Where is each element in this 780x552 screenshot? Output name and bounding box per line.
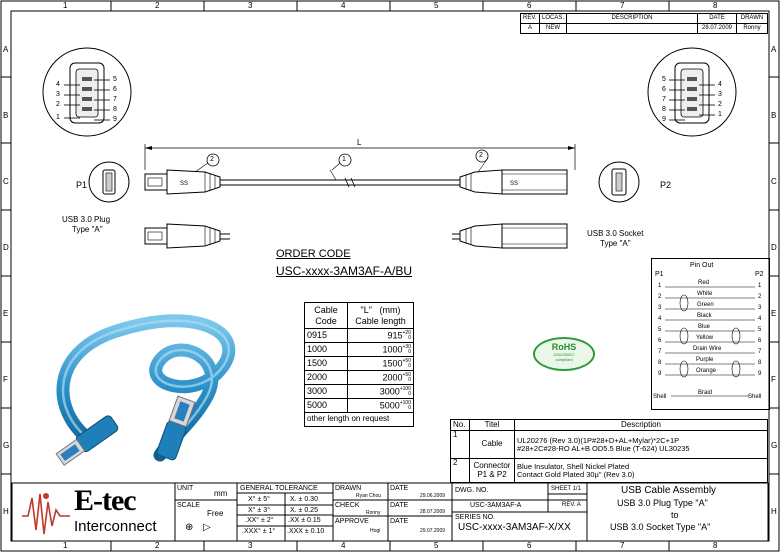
- col-label: 6: [527, 1, 532, 10]
- length-dimension-label: L: [357, 138, 362, 147]
- rev-cell: A: [521, 24, 540, 34]
- series-value: USC-xxxx-3AM3AF-X/XX: [458, 522, 571, 533]
- length-value: 1500: [382, 357, 403, 368]
- col-label: 7: [620, 541, 625, 550]
- row-label: H: [771, 507, 777, 516]
- pin-number: 5: [113, 76, 117, 83]
- dwg-value: USC-3AM3AF-A: [470, 502, 522, 509]
- bom-header: Titel: [470, 420, 515, 431]
- row-label: C: [771, 177, 777, 186]
- tol-plus: +100: [399, 399, 411, 406]
- bom-title: Cable: [470, 431, 515, 459]
- drawing-title-line: USB 3.0 Plug Type "A": [617, 498, 708, 508]
- date-value: 29.06.2009: [420, 493, 446, 499]
- projection-cone-icon: ▷: [203, 522, 211, 533]
- tolerance-linear: X. ± 0.30: [290, 496, 318, 503]
- row-label: G: [3, 441, 10, 450]
- check-label: CHECK: [335, 502, 360, 509]
- pin-number: 2: [718, 101, 722, 108]
- check-name: Ronny: [366, 510, 381, 516]
- length-value: 2000: [382, 371, 403, 382]
- pin-number: 3: [56, 91, 60, 98]
- row-label: G: [771, 441, 778, 450]
- pin-out-color: White: [697, 291, 713, 297]
- rev-header: LOCAS.: [540, 14, 567, 24]
- rohs-line1: 2002/95/EC: [553, 352, 575, 357]
- dwg-label: DWG. NO.: [455, 487, 489, 494]
- col-label: 5: [434, 541, 439, 550]
- pin-out-left: 4: [658, 316, 662, 322]
- length-table-footer: other length on request: [305, 413, 414, 427]
- pin-out-shell-left: Shell: [653, 394, 667, 400]
- plug-caption: USB 3.0 Plug: [62, 215, 111, 224]
- projection-symbol-icon: ⊕: [185, 522, 194, 533]
- pin-number: 5: [662, 76, 666, 83]
- col-label: 4: [341, 1, 346, 10]
- pin-out-color: Orange: [696, 368, 717, 374]
- approve-label: APPROVE: [335, 518, 369, 525]
- row-label: D: [771, 243, 777, 252]
- tol-plus: +20: [402, 329, 411, 336]
- order-code-title: ORDER CODE: [276, 248, 351, 260]
- date-value: 28.07.2009: [420, 509, 446, 515]
- sheet-label: SHEET 1/1: [551, 486, 581, 492]
- length-table-header: "L" (mm) Cable length: [348, 303, 414, 329]
- pin-out-left: 1: [658, 283, 662, 289]
- logo-name: E-tec: [74, 484, 136, 517]
- tol-minus: 0: [408, 404, 411, 411]
- pin-number: 4: [56, 81, 60, 88]
- length-table-code: 5000: [305, 399, 348, 413]
- pin-out-color: Green: [697, 302, 714, 308]
- socket-caption: USB 3.0 Socket: [587, 229, 644, 238]
- tol-plus: +50: [402, 357, 411, 364]
- row-label: B: [771, 111, 777, 120]
- bom-desc-line: Blue Insulator, Shell Nickel Plated: [517, 461, 630, 471]
- bom-desc-line: #28+2C#28-RO AL+B OD5.5 Blue (T-624) UL30235: [517, 443, 690, 453]
- pin-out-left: 6: [658, 338, 662, 344]
- length-value: 5000: [379, 399, 400, 410]
- tol-minus: 0: [408, 362, 411, 369]
- row-label: E: [3, 309, 9, 318]
- pin-out-color: Black: [697, 313, 712, 319]
- col-label: 1: [63, 541, 68, 550]
- length-value: 915: [387, 329, 403, 340]
- drawn-name: Ryan Chou: [356, 493, 382, 499]
- logo-subtitle: Interconnect: [74, 518, 157, 535]
- rev-header: DRAWN: [737, 14, 768, 24]
- row-label: A: [771, 45, 777, 54]
- pin-out-color: Yellow: [696, 335, 714, 341]
- tolerance-angle: .XX° ± 2°: [245, 517, 274, 524]
- date-value: 29.07.2009: [420, 528, 446, 534]
- balloon-number: 1: [342, 156, 346, 163]
- tolerance-linear: .XXX ± 0.10: [287, 528, 325, 535]
- approve-name: Hogi: [370, 528, 381, 534]
- row-label: F: [3, 375, 8, 384]
- pin-out-color: Red: [698, 280, 710, 286]
- pin-number: 7: [113, 96, 117, 103]
- tol-minus: 0: [408, 376, 411, 383]
- pin-number: 6: [662, 86, 666, 93]
- tol-minus: 0: [408, 334, 411, 341]
- row-label: C: [3, 177, 9, 186]
- bom-header: No.: [451, 420, 470, 431]
- drawing-title-line: USB Cable Assembly: [621, 485, 717, 496]
- svg-text:SS: SS: [510, 181, 519, 187]
- col-label: 8: [713, 1, 718, 10]
- svg-text:SS: SS: [180, 181, 189, 187]
- drawing-title-line: to: [671, 510, 679, 520]
- row-label: E: [771, 309, 777, 318]
- socket-caption: Type "A": [600, 239, 631, 248]
- pin-out-right: 3: [758, 305, 762, 311]
- pin-out-left: 9: [658, 371, 662, 377]
- tolerance-linear: X. ± 0.25: [290, 507, 318, 514]
- col-label: 6: [527, 541, 532, 550]
- rev-header: REV.: [521, 14, 540, 24]
- pin-out-left: 7: [658, 349, 662, 355]
- balloon-number: 2: [479, 152, 483, 159]
- rev-cell: NEW: [540, 24, 567, 34]
- row-label: A: [3, 45, 9, 54]
- pin-number: 4: [718, 81, 722, 88]
- col-label: 5: [434, 1, 439, 10]
- drawn-label: DRAWN: [335, 485, 362, 492]
- bom-no: 2: [451, 459, 470, 483]
- rohs-line2: compliant: [555, 357, 573, 362]
- col-label: 2: [155, 1, 160, 10]
- tolerance-linear: .XX ± 0.15: [288, 517, 321, 524]
- tolerance-angle: X° ± 5°: [248, 496, 270, 503]
- length-value: 3000: [379, 385, 400, 396]
- pin-out-color: Drain Wire: [693, 346, 722, 352]
- pin-number: 9: [662, 116, 666, 123]
- pin-out-right: 1: [758, 283, 762, 289]
- socket-label: P2: [660, 180, 672, 190]
- date-label: DATE: [390, 502, 409, 509]
- drawing-title-line: USB 3.0 Socket Type "A": [610, 522, 711, 532]
- pin-out-title: Pin Out: [690, 262, 714, 269]
- length-table-header: Cable Code: [305, 303, 348, 329]
- tol-minus: 0: [408, 390, 411, 397]
- length-table-code: 3000: [305, 385, 348, 399]
- pin-number: 8: [113, 106, 117, 113]
- bom-no: 1: [451, 431, 470, 459]
- tol-minus: 0: [408, 348, 411, 355]
- length-table-code: 2000: [305, 371, 348, 385]
- balloon-number: 2: [210, 156, 214, 163]
- bom-title-line: Connector: [473, 461, 511, 471]
- date-label: DATE: [390, 485, 409, 492]
- col-label: 4: [341, 541, 346, 550]
- unit-value: mm: [214, 489, 228, 498]
- col-label: 8: [713, 541, 718, 550]
- pin-out-shell-right: Shell: [748, 394, 762, 400]
- pin-out-p2: P2: [755, 271, 764, 278]
- pin-number: 1: [718, 111, 722, 118]
- pin-number: 3: [718, 91, 722, 98]
- pin-out-left: 2: [658, 294, 662, 300]
- length-value: 1000: [382, 343, 403, 354]
- pin-number: 7: [662, 96, 666, 103]
- pin-out-shell-label: Braid: [698, 390, 713, 396]
- series-label: SERIES NO.: [455, 514, 496, 521]
- length-table-code: 1000: [305, 343, 348, 357]
- col-label: 3: [248, 541, 253, 550]
- pin-out-color: Purple: [696, 357, 714, 363]
- rev-cell: 28.07.2009: [698, 24, 737, 34]
- etec-logo-mark: [20, 486, 72, 538]
- unit-label: UNIT: [177, 485, 194, 492]
- pin-out-right: 6: [758, 338, 762, 344]
- col-label: 2: [155, 541, 160, 550]
- plug-caption: Type "A": [72, 225, 103, 234]
- bom-title-line: P1 & P2: [477, 469, 507, 479]
- col-label: 3: [248, 1, 253, 10]
- tol-plus: +50: [402, 371, 411, 378]
- tolerance-angle: .XXX° ± 1°: [242, 528, 276, 535]
- pin-out-left: 5: [658, 327, 662, 333]
- row-label: B: [3, 111, 9, 120]
- tol-plus: +100: [399, 385, 411, 392]
- col-label: 7: [620, 1, 625, 10]
- pin-out-left: 3: [658, 305, 662, 311]
- pin-out-right: 7: [758, 349, 762, 355]
- rohs-title: RoHS: [551, 342, 577, 352]
- pin-out-left: 8: [658, 360, 662, 366]
- pin-out-right: 4: [758, 316, 762, 322]
- bom-desc-line: UL20276 (Rev 3.0)(1P#28+D+AL+Mylar)*2C+1P: [517, 435, 680, 445]
- rev-header: DATE: [698, 14, 737, 24]
- row-label: H: [3, 507, 9, 516]
- pin-out-p1: P1: [655, 271, 664, 278]
- pin-number: 8: [662, 106, 666, 113]
- scale-label: SCALE: [177, 502, 200, 509]
- pin-out-right: 8: [758, 360, 762, 366]
- order-code-value: USC-xxxx-3AM3AF-A/BU: [276, 264, 413, 278]
- plug-label: P1: [76, 180, 88, 190]
- pin-number: 6: [113, 86, 117, 93]
- length-table-code: 1500: [305, 357, 348, 371]
- row-label: D: [3, 243, 9, 252]
- pin-number: 2: [56, 101, 60, 108]
- bom-desc-line: Contact Gold Plated 30µ" (Rev 3.0): [517, 469, 635, 479]
- pin-out-right: 5: [758, 327, 762, 333]
- bom-header: Description: [515, 420, 768, 431]
- tolerance-title: GENERAL TOLERANCE: [240, 485, 318, 492]
- row-label: F: [771, 375, 776, 384]
- col-label: 1: [63, 1, 68, 10]
- scale-value: Free: [207, 509, 224, 518]
- pin-out-right: 2: [758, 294, 762, 300]
- tol-plus: +30: [402, 343, 411, 350]
- rev-header: DESCRIPTION: [567, 14, 698, 24]
- rev-label: REV. A: [562, 502, 581, 508]
- rev-cell: Ronny: [737, 24, 768, 34]
- length-table-code: 0915: [305, 329, 348, 343]
- pin-number: 1: [56, 114, 60, 121]
- pin-out-color: Blue: [698, 324, 711, 330]
- pin-out-right: 9: [758, 371, 762, 377]
- date-label: DATE: [390, 518, 409, 525]
- pin-number: 9: [113, 116, 117, 123]
- tolerance-angle: X° ± 3°: [248, 507, 270, 514]
